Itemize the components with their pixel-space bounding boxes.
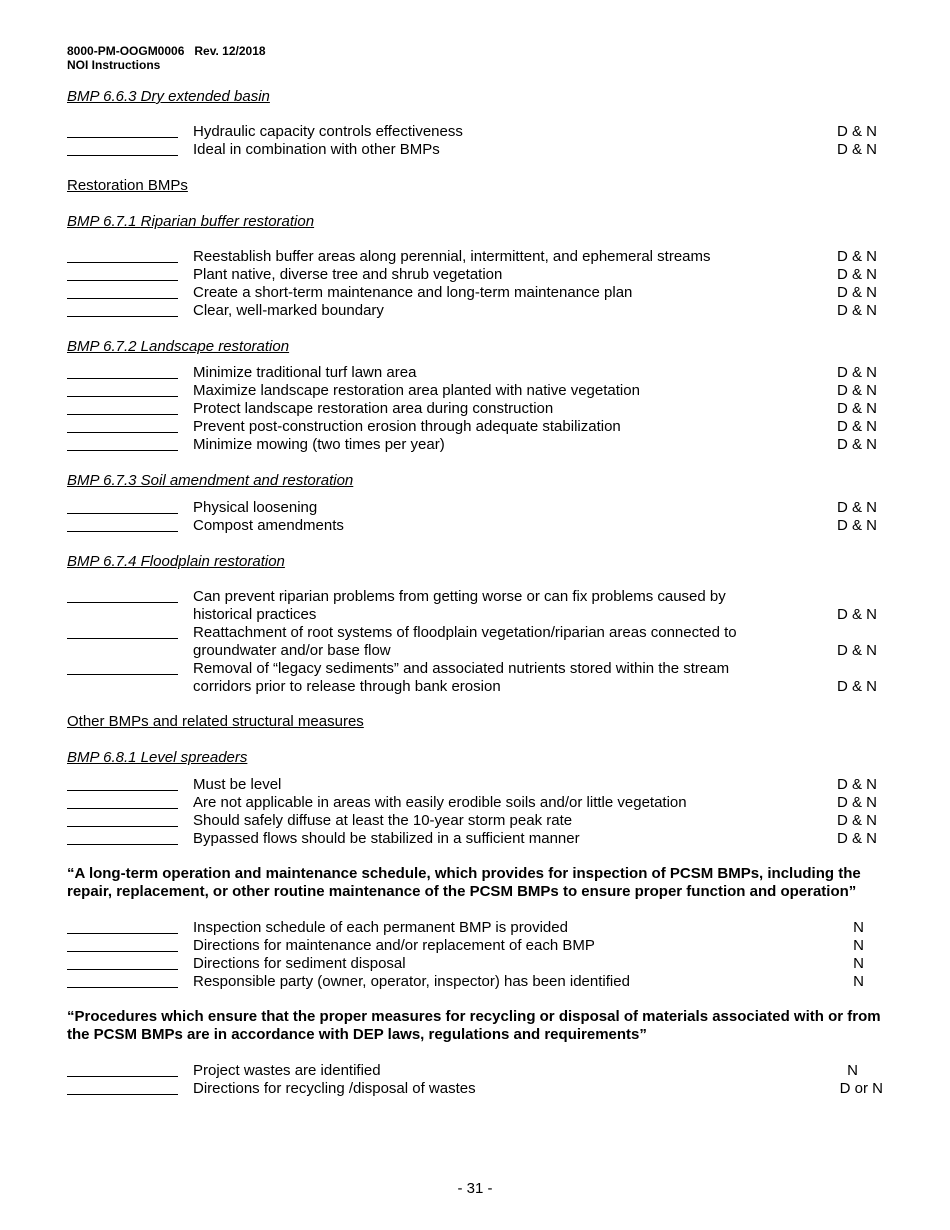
check-blank[interactable]	[67, 378, 178, 379]
check-blank[interactable]	[67, 396, 178, 397]
doc-id: 8000-PM-OOGM0006	[67, 44, 185, 58]
item-text: Removal of “legacy sediments” and associated nutrients stored within the stream corridors prior to release through bank erosion	[193, 660, 730, 695]
check-blank[interactable]	[67, 674, 178, 675]
checklist-row	[0, 248, 950, 266]
checklist-row	[0, 436, 950, 454]
checklist-row	[0, 919, 950, 937]
item-code: D & N	[836, 606, 877, 623]
item-text: Protect landscape restoration area during construction	[193, 400, 554, 417]
checklist-row	[0, 517, 950, 535]
checklist-row	[0, 588, 950, 624]
item-code: D & N	[836, 436, 877, 453]
heading-other-bmps: Other BMPs and related structural measures	[67, 713, 364, 730]
item-text: Bypassed flows should be stabilized in a sufficient manner	[193, 830, 580, 847]
checklist-row	[0, 499, 950, 517]
doc-revision: Rev. 12/2018	[194, 44, 266, 58]
item-text: Compost amendments	[193, 517, 344, 534]
item-text: Reestablish buffer areas along perennial, intermittent, and ephemeral streams	[193, 248, 711, 265]
heading-bmp-671: BMP 6.7.1 Riparian buffer restoration	[67, 213, 315, 230]
item-text: Directions for maintenance and/or replacement of each BMP	[193, 937, 595, 954]
item-code: D & N	[836, 776, 877, 793]
item-text: Prevent post-construction erosion through adequate stabilization	[193, 418, 621, 435]
item-code: D & N	[836, 517, 877, 534]
page-number: - 31 -	[457, 1180, 493, 1197]
heading-bmp-672: BMP 6.7.2 Landscape restoration	[67, 338, 290, 355]
checklist-row	[0, 418, 950, 436]
item-text: Minimize mowing (two times per year)	[193, 436, 445, 453]
item-text: Project wastes are identified	[193, 1062, 381, 1079]
item-code: N	[853, 919, 864, 936]
item-text: Physical loosening	[193, 499, 318, 516]
doc-subtitle: NOI Instructions	[67, 58, 161, 72]
checklist-row	[0, 400, 950, 418]
check-blank[interactable]	[67, 450, 178, 451]
item-code: D & N	[836, 499, 877, 516]
check-blank[interactable]	[67, 933, 178, 934]
item-text: Reattachment of root systems of floodplain vegetation/riparian areas connected to groundwater and/or base flow	[193, 624, 737, 659]
checklist-row	[0, 266, 950, 284]
checklist-row	[0, 1080, 950, 1098]
check-blank[interactable]	[67, 638, 178, 639]
check-blank[interactable]	[67, 602, 178, 603]
item-code: N	[853, 937, 864, 954]
item-text: Maximize landscape restoration area planted with native vegetation	[193, 382, 640, 399]
item-text: Should safely diffuse at least the 10-year storm peak rate	[193, 812, 573, 829]
item-code: N	[853, 955, 864, 972]
item-text: Responsible party (owner, operator, inspector) has been identified	[193, 973, 630, 990]
check-blank[interactable]	[67, 513, 178, 514]
check-blank[interactable]	[67, 432, 178, 433]
item-code: D & N	[836, 642, 877, 659]
om-requirement-quote: “A long-term operation and maintenance schedule, which provides for inspection of PCSM BMPs, including the repair, replacement, or other routine maintenance of the PCSM BMPs to ensure proper function and operation”	[67, 865, 861, 900]
item-text: Directions for recycling /disposal of wastes	[193, 1080, 476, 1097]
heading-bmp-673: BMP 6.7.3 Soil amendment and restoration	[67, 472, 354, 489]
check-blank[interactable]	[67, 951, 178, 952]
checklist-row	[0, 1062, 950, 1080]
item-code: D & N	[836, 141, 877, 158]
item-code: D & N	[836, 266, 877, 283]
heading-bmp-681: BMP 6.8.1 Level spreaders	[67, 749, 248, 766]
check-blank[interactable]	[67, 414, 178, 415]
check-blank[interactable]	[67, 1094, 178, 1095]
checklist-row	[0, 794, 950, 812]
item-text: Create a short-term maintenance and long-term maintenance plan	[193, 284, 633, 301]
check-blank[interactable]	[67, 262, 178, 263]
recycling-requirement-quote: “Procedures which ensure that the proper measures for recycling or disposal of materials associated with or from the PCSM BMPs are in accordance with DEP laws, regulations and requirements”	[67, 1008, 881, 1043]
item-text: Can prevent riparian problems from getting worse or can fix problems caused by historical practices	[193, 588, 726, 623]
item-code: D & N	[836, 400, 877, 417]
item-code: D & N	[836, 302, 877, 319]
heading-bmp-663: BMP 6.6.3 Dry extended basin	[67, 88, 270, 105]
item-text: Must be level	[193, 776, 282, 793]
check-blank[interactable]	[67, 280, 178, 281]
check-blank[interactable]	[67, 790, 178, 791]
item-text: Plant native, diverse tree and shrub vegetation	[193, 266, 503, 283]
check-blank[interactable]	[67, 969, 178, 970]
check-blank[interactable]	[67, 844, 178, 845]
item-text: Clear, well-marked boundary	[193, 302, 384, 319]
checklist-row	[0, 955, 950, 973]
item-code: D & N	[836, 382, 877, 399]
checklist-row	[0, 302, 950, 320]
item-text: Minimize traditional turf lawn area	[193, 364, 417, 381]
item-code: D & N	[836, 284, 877, 301]
item-code: N	[847, 1062, 858, 1079]
item-code: D & N	[836, 830, 877, 847]
check-blank[interactable]	[67, 1076, 178, 1077]
heading-bmp-674: BMP 6.7.4 Floodplain restoration	[67, 553, 285, 570]
item-text: Ideal in combination with other BMPs	[193, 141, 440, 158]
check-blank[interactable]	[67, 298, 178, 299]
item-text: Hydraulic capacity controls effectiveness	[193, 123, 463, 140]
item-code: D & N	[836, 123, 877, 140]
document-header	[67, 44, 266, 72]
item-code: D & N	[836, 364, 877, 381]
checklist-row	[0, 382, 950, 400]
check-blank[interactable]	[67, 155, 178, 156]
checklist-row	[0, 141, 950, 159]
checklist-row	[0, 660, 950, 696]
check-blank[interactable]	[67, 808, 178, 809]
checklist-row	[0, 123, 950, 141]
checklist-row	[0, 812, 950, 830]
item-code: D & N	[836, 678, 877, 695]
item-code: D & N	[836, 812, 877, 829]
heading-restoration-bmps: Restoration BMPs	[67, 177, 188, 194]
item-code: D & N	[836, 248, 877, 265]
item-code: D & N	[836, 418, 877, 435]
checklist-row	[0, 624, 950, 660]
checklist-row	[0, 364, 950, 382]
checklist-row	[0, 937, 950, 955]
checklist-row	[0, 830, 950, 848]
check-blank[interactable]	[67, 987, 178, 988]
item-code: D & N	[836, 794, 877, 811]
item-text: Directions for sediment disposal	[193, 955, 406, 972]
item-text: Inspection schedule of each permanent BMP is provided	[193, 919, 568, 936]
item-code: N	[853, 973, 864, 990]
check-blank[interactable]	[67, 316, 178, 317]
item-text: Are not applicable in areas with easily erodible soils and/or little vegetation	[193, 794, 687, 811]
checklist-row	[0, 776, 950, 794]
checklist-row	[0, 284, 950, 302]
check-blank[interactable]	[67, 826, 178, 827]
item-code: D or N	[839, 1080, 883, 1097]
checklist-row	[0, 973, 950, 991]
check-blank[interactable]	[67, 531, 178, 532]
check-blank[interactable]	[67, 137, 178, 138]
